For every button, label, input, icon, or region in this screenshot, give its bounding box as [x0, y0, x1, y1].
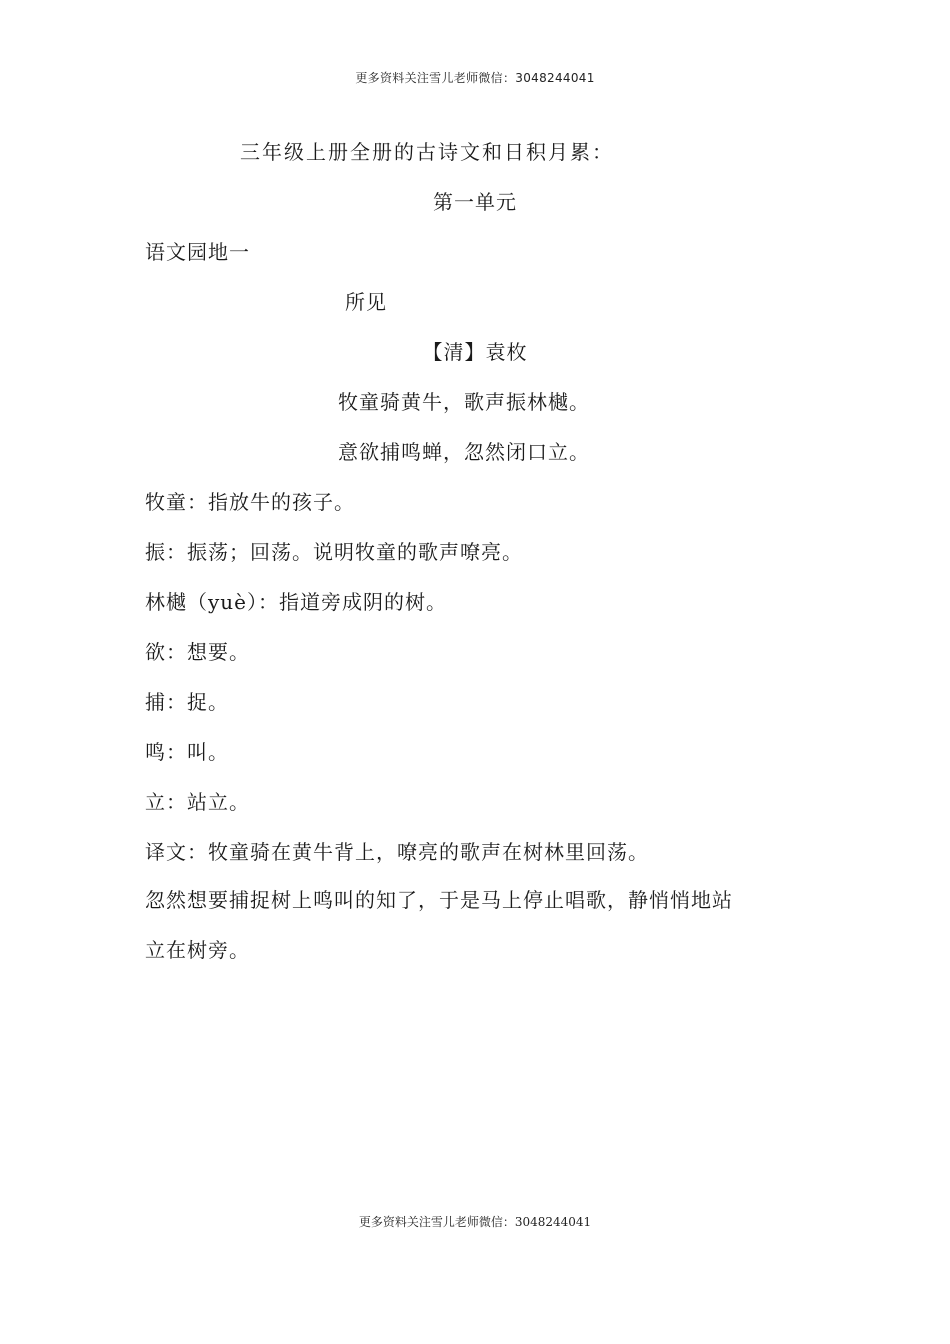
header-contact-note: 更多资料关注雪儿老师微信：3048244041	[355, 71, 595, 85]
document-title: 三年级上册全册的古诗文和日积月累：	[240, 140, 614, 164]
annotation-line: 牧童：指放牛的孩子。	[145, 490, 355, 514]
poem-author: 【清】袁枚	[422, 340, 528, 364]
translation-line: 译文：牧童骑在黄牛背上，嘹亮的歌声在树林里回荡。	[145, 840, 649, 864]
annotation-line: 鸣：叫。	[145, 740, 229, 764]
translation-line: 立在树旁。	[145, 938, 250, 962]
annotation-line: 捕：捉。	[145, 690, 229, 714]
poem-line: 意欲捕鸣蝉，忽然闭口立。	[338, 440, 590, 464]
annotation-line: 欲：想要。	[145, 640, 250, 664]
poem-line: 牧童骑黄牛，歌声振林樾。	[338, 390, 590, 414]
annotation-line: 立：站立。	[145, 790, 250, 814]
annotation-line: 林樾（yuè）：指道旁成阴的树。	[145, 590, 448, 614]
poem-title: 所见	[345, 290, 387, 314]
footer-contact-note: 更多资料关注雪儿老师微信：3048244041	[358, 1215, 592, 1229]
annotation-line: 振：振荡；回荡。说明牧童的歌声嘹亮。	[145, 540, 523, 564]
translation-line: 忽然想要捕捉树上鸣叫的知了，于是马上停止唱歌，静悄悄地站	[145, 888, 733, 912]
section-heading: 语文园地一	[145, 240, 250, 264]
unit-heading: 第一单元	[433, 190, 517, 214]
